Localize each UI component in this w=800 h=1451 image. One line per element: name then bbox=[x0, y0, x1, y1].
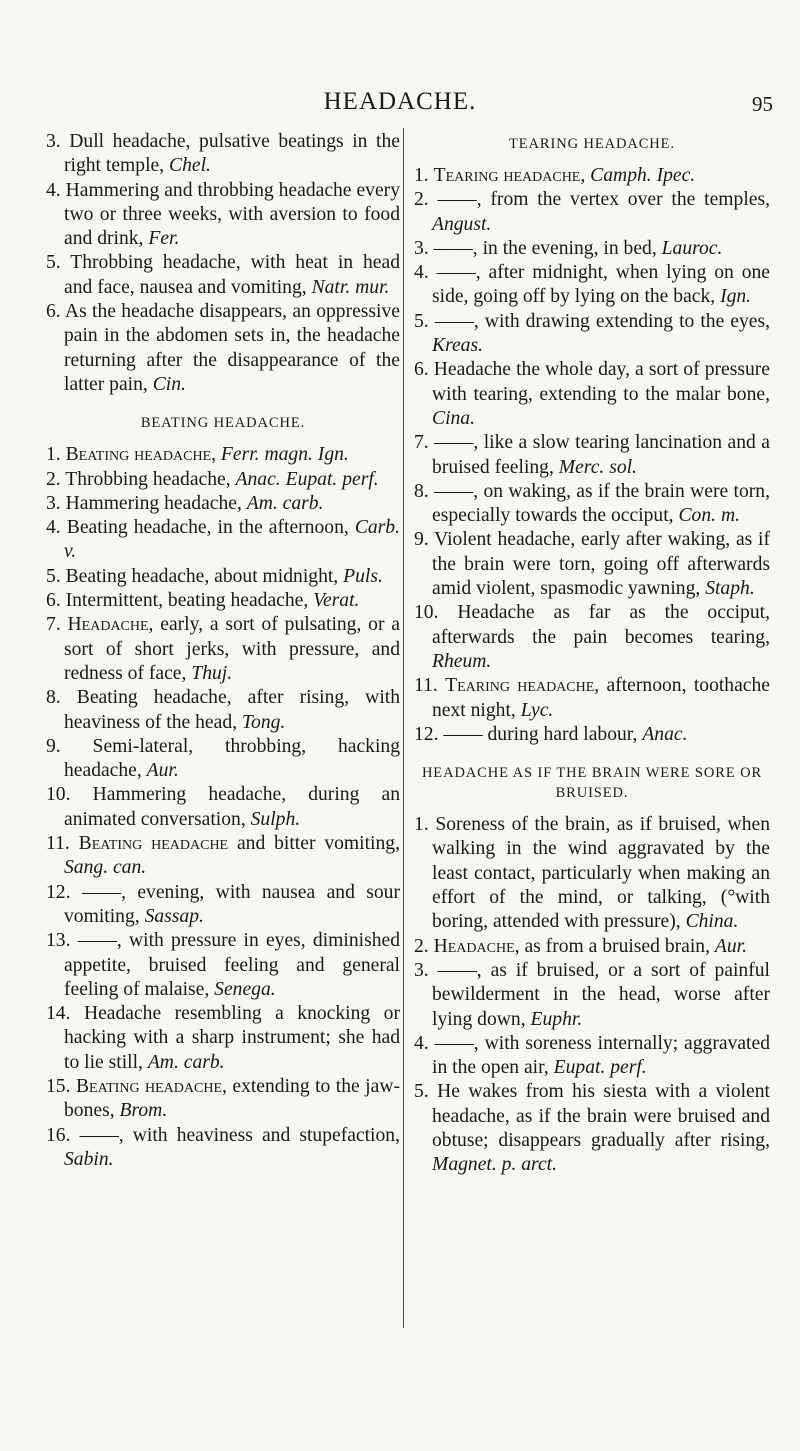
entry-item bbox=[46, 686, 400, 735]
page-number: 95 bbox=[752, 92, 773, 116]
entry-text: He wakes from his siesta with a violent headache, as if the brain were bruised and obtuse; disappears gradually after rising, bbox=[432, 1081, 770, 1151]
entry-item bbox=[46, 492, 400, 516]
remedy-name: Puls. bbox=[343, 565, 383, 587]
remedy-name: Tong. bbox=[241, 711, 286, 733]
entry-lead: Beating headache bbox=[78, 833, 229, 855]
remedy-name: Sassap. bbox=[144, 905, 204, 927]
remedy-name: Lyc. bbox=[520, 699, 554, 721]
entry-item bbox=[414, 188, 770, 237]
remedy-name: Sang. can. bbox=[64, 857, 147, 879]
remedy-name: Brom. bbox=[119, 1100, 168, 1122]
entry-number: 6. bbox=[414, 359, 429, 381]
entry-item bbox=[46, 929, 400, 1002]
entry-item bbox=[414, 431, 770, 480]
entry-text: Intermittent, beating headache, bbox=[65, 590, 314, 612]
entry-text: ——, like a slow tearing lancination and a bruised feeling, bbox=[432, 432, 770, 478]
entry-lead: Beating headache, bbox=[75, 1075, 227, 1097]
entry-lead: Tearing headache, bbox=[433, 165, 586, 186]
entry-item bbox=[46, 300, 400, 397]
entry-text: ——, with heaviness and stupefaction, bbox=[79, 1124, 400, 1146]
entry-text: Beating headache, in the afternoon, bbox=[66, 517, 355, 539]
entry-item bbox=[46, 832, 400, 881]
entry-item bbox=[46, 130, 400, 179]
remedy-name: Chel. bbox=[169, 155, 211, 177]
entry-number: 2. bbox=[414, 935, 429, 957]
entry-text: Headache resembling a knocking or hacking with a sharp instrument; she had to lie still, bbox=[64, 1003, 400, 1073]
remedy-name: Euphr. bbox=[530, 1008, 583, 1030]
entry-number: 7. bbox=[414, 432, 429, 454]
entry-number: 3. bbox=[414, 959, 429, 981]
entry-text: ——, in the evening, in bed, bbox=[433, 237, 662, 259]
beating-entries bbox=[46, 443, 400, 1172]
entry-number: 15. bbox=[46, 1075, 71, 1097]
remedy-name: Sabin. bbox=[64, 1148, 114, 1170]
remedy-name: Merc. sol. bbox=[558, 456, 637, 478]
entry-item bbox=[46, 516, 400, 565]
entry-number: 6. bbox=[46, 590, 61, 612]
entry-number: 14. bbox=[46, 1003, 71, 1025]
entry-text: ——, with soreness internally; aggravated in the open air, bbox=[432, 1032, 770, 1079]
entry-text: ——, on waking, as if the brain were torn, especially towards the occiput, bbox=[432, 480, 770, 527]
entry-number: 5. bbox=[46, 565, 61, 587]
entry-text: Violent headache, early after waking, as if the brain were torn, going off afterwards amid violent, spasmodic yawning, bbox=[432, 529, 770, 600]
entry-item bbox=[46, 1002, 400, 1075]
entry-item bbox=[46, 1075, 400, 1124]
entry-item bbox=[414, 674, 770, 723]
entry-number: 1. bbox=[414, 814, 429, 836]
section-heading-tearing: TEARING HEADACHE. bbox=[509, 136, 675, 152]
entry-number: 12. bbox=[414, 723, 439, 745]
entry-text: —— during hard labour, bbox=[443, 723, 643, 745]
entry-text: early, a sort of pulsating, or a sort of short jerks, with pressure, and redness of face, bbox=[64, 614, 400, 684]
remedy-name: Lauroc. bbox=[661, 237, 723, 259]
entry-item bbox=[46, 251, 400, 300]
entry-item bbox=[46, 881, 400, 930]
remedy-name: Magnet. p. arct. bbox=[432, 1154, 557, 1176]
remedy-name: Carb. v. bbox=[64, 517, 400, 563]
entry-text: ——, with drawing extending to the eyes, bbox=[434, 310, 770, 332]
remedy-name: Ferr. magn. Ign. bbox=[220, 444, 349, 466]
section-heading-sore: HEADACHE AS IF THE BRAIN WERE SORE OR BRUISED. bbox=[421, 765, 763, 802]
remedy-name: Am. carb. bbox=[246, 492, 324, 514]
entry-number: 2. bbox=[46, 468, 61, 490]
entry-text: afternoon, toothache next night, bbox=[432, 675, 770, 721]
entry-item bbox=[46, 735, 400, 784]
running-head: HEADACHE. bbox=[323, 88, 477, 115]
entry-item bbox=[414, 261, 770, 310]
left-column bbox=[46, 130, 400, 1172]
remedy-name: Kreas. bbox=[432, 335, 483, 357]
intro-entries bbox=[46, 130, 400, 397]
entry-number: 1. bbox=[46, 444, 61, 466]
entry-lead: Headache, bbox=[433, 935, 520, 957]
entry-item bbox=[46, 589, 400, 613]
entry-item bbox=[414, 358, 770, 431]
remedy-name: Cina. bbox=[432, 407, 476, 429]
entry-number: 8. bbox=[414, 480, 429, 502]
entry-text: 5. Throbbing headache, with heat in head and face, nausea and vomiting, bbox=[46, 252, 400, 298]
entry-number: 10. bbox=[414, 602, 439, 624]
entry-number: 4. bbox=[414, 262, 429, 284]
entry-text: ——, after midnight, when lying on one side, going off by lying on the back, bbox=[432, 262, 771, 308]
remedy-name: Ign. bbox=[720, 286, 752, 308]
remedy-name: Rheum. bbox=[432, 650, 492, 672]
entry-text: Hammering headache, bbox=[65, 492, 247, 514]
entry-number: 3. bbox=[414, 237, 429, 259]
entry-item bbox=[46, 179, 400, 252]
entry-lead: Tearing headache, bbox=[445, 675, 600, 697]
entry-item bbox=[46, 783, 400, 832]
remedy-name: Anac. Eupat. perf. bbox=[235, 468, 379, 490]
remedy-name: Verat. bbox=[313, 590, 360, 612]
remedy-name: Natr. mur. bbox=[311, 276, 390, 298]
remedy-name: Sulph. bbox=[250, 808, 301, 830]
column-divider bbox=[403, 128, 404, 1328]
entry-item bbox=[414, 237, 770, 261]
remedy-name: China. bbox=[685, 911, 739, 933]
remedy-name: Eupat. perf. bbox=[553, 1057, 647, 1079]
entry-number: 4. bbox=[46, 517, 61, 539]
remedy-name: Camph. Ipec. bbox=[590, 165, 696, 186]
sore-entries bbox=[414, 813, 770, 1177]
entry-number: 4. bbox=[414, 1032, 429, 1054]
entry-number: 9. bbox=[414, 529, 429, 551]
entry-text: 3. Dull headache, pulsative beatings in the right temple, bbox=[46, 131, 400, 177]
entry-text: ——, as if bruised, or a sort of painful bewilderment in the head, worse after lying down, bbox=[432, 959, 770, 1030]
section-heading-beating: BEATING HEADACHE. bbox=[140, 415, 306, 432]
entry-text: and bitter vomiting, bbox=[228, 833, 400, 855]
remedy-name: Thuj. bbox=[191, 662, 233, 684]
entry-item bbox=[414, 480, 770, 529]
entry-item bbox=[414, 959, 770, 1032]
entry-number: 16. bbox=[46, 1124, 71, 1146]
entry-lead: Beating headache, bbox=[65, 444, 217, 466]
entry-text: ——, from the vertex over the temples, bbox=[437, 189, 770, 211]
entry-text: extending to the jaw-bones, bbox=[64, 1075, 400, 1122]
remedy-name: Anac. bbox=[642, 723, 688, 745]
entry-item bbox=[414, 310, 770, 359]
entry-number: 7. bbox=[46, 614, 61, 636]
remedy-name: Staph. bbox=[705, 578, 755, 600]
entry-text: Headache the whole day, a sort of pressure with tearing, extending to the malar bone, bbox=[432, 359, 770, 405]
entry-number: 5. bbox=[414, 310, 429, 332]
remedy-name: Aur. bbox=[146, 760, 179, 782]
entry-item bbox=[46, 565, 400, 589]
entry-item bbox=[46, 443, 400, 467]
entry-number: 8. bbox=[46, 687, 61, 709]
entry-item bbox=[414, 723, 770, 747]
entry-number: 9. bbox=[46, 735, 61, 757]
entry-text: ——, with pressure in eyes, diminished appetite, bruised feeling and general feeling of malaise, bbox=[64, 930, 400, 1000]
entry-number: 3. bbox=[46, 492, 61, 514]
entry-item bbox=[414, 1080, 770, 1177]
remedy-name: Angust. bbox=[432, 213, 492, 235]
entry-number: 10. bbox=[46, 784, 71, 806]
entry-item bbox=[414, 935, 770, 959]
entry-item bbox=[414, 528, 770, 601]
entry-text: Semi-lateral, throbbing, hacking headache, bbox=[64, 735, 400, 782]
entry-item bbox=[46, 468, 400, 492]
remedy-name: Fer. bbox=[148, 228, 180, 250]
entry-number: 2. bbox=[414, 189, 429, 211]
remedy-name: Am. carb. bbox=[147, 1051, 225, 1073]
remedy-name: Aur. bbox=[714, 935, 748, 957]
entry-item bbox=[46, 1124, 400, 1173]
entry-text: Headache as far as the occiput, afterwards the pain becomes tearing, bbox=[432, 602, 770, 648]
entry-text: Beating headache, after rising, with heaviness of the head, bbox=[64, 687, 401, 733]
remedy-name: Con. m. bbox=[678, 505, 740, 527]
entry-number: 5. bbox=[414, 1081, 429, 1103]
entry-number: 11. bbox=[46, 833, 70, 855]
entry-lead: Headache, bbox=[67, 614, 154, 636]
entry-item bbox=[414, 164, 770, 188]
entry-number: 1. bbox=[414, 165, 429, 186]
entry-item bbox=[414, 601, 770, 674]
remedy-name: Senega. bbox=[214, 978, 276, 1000]
entry-item bbox=[46, 613, 400, 686]
entry-text: 4. Hammering and throbbing headache every two or three weeks, with aversion to food and drink, bbox=[46, 179, 400, 250]
entry-text: Hammering headache, during an animated conversation, bbox=[64, 784, 400, 830]
entry-item bbox=[414, 813, 770, 934]
entry-text: Soreness of the brain, as if bruised, when walking in the wind aggravated by the least contact, particularly when making an effort of the mind, or talking, (°with boring, attended with pressure), bbox=[432, 814, 770, 933]
entry-number: 11. bbox=[414, 675, 438, 697]
entry-text: ——, evening, with nausea and sour vomiting, bbox=[64, 881, 400, 927]
entry-text: as from a bruised brain, bbox=[519, 935, 715, 957]
right-column bbox=[414, 130, 770, 1178]
entry-text: Beating headache, about midnight, bbox=[65, 565, 344, 587]
remedy-name: Cin. bbox=[152, 373, 186, 395]
entry-text: Throbbing headache, bbox=[65, 468, 236, 490]
entry-text: 6. As the headache disappears, an oppressive pain in the abdomen sets in, the headache returning after the disappearance of the latter pain, bbox=[46, 301, 400, 395]
entry-number: 12. bbox=[46, 881, 71, 903]
entry-item bbox=[414, 1032, 770, 1081]
entry-number: 13. bbox=[46, 930, 71, 952]
tearing-entries bbox=[414, 164, 770, 747]
